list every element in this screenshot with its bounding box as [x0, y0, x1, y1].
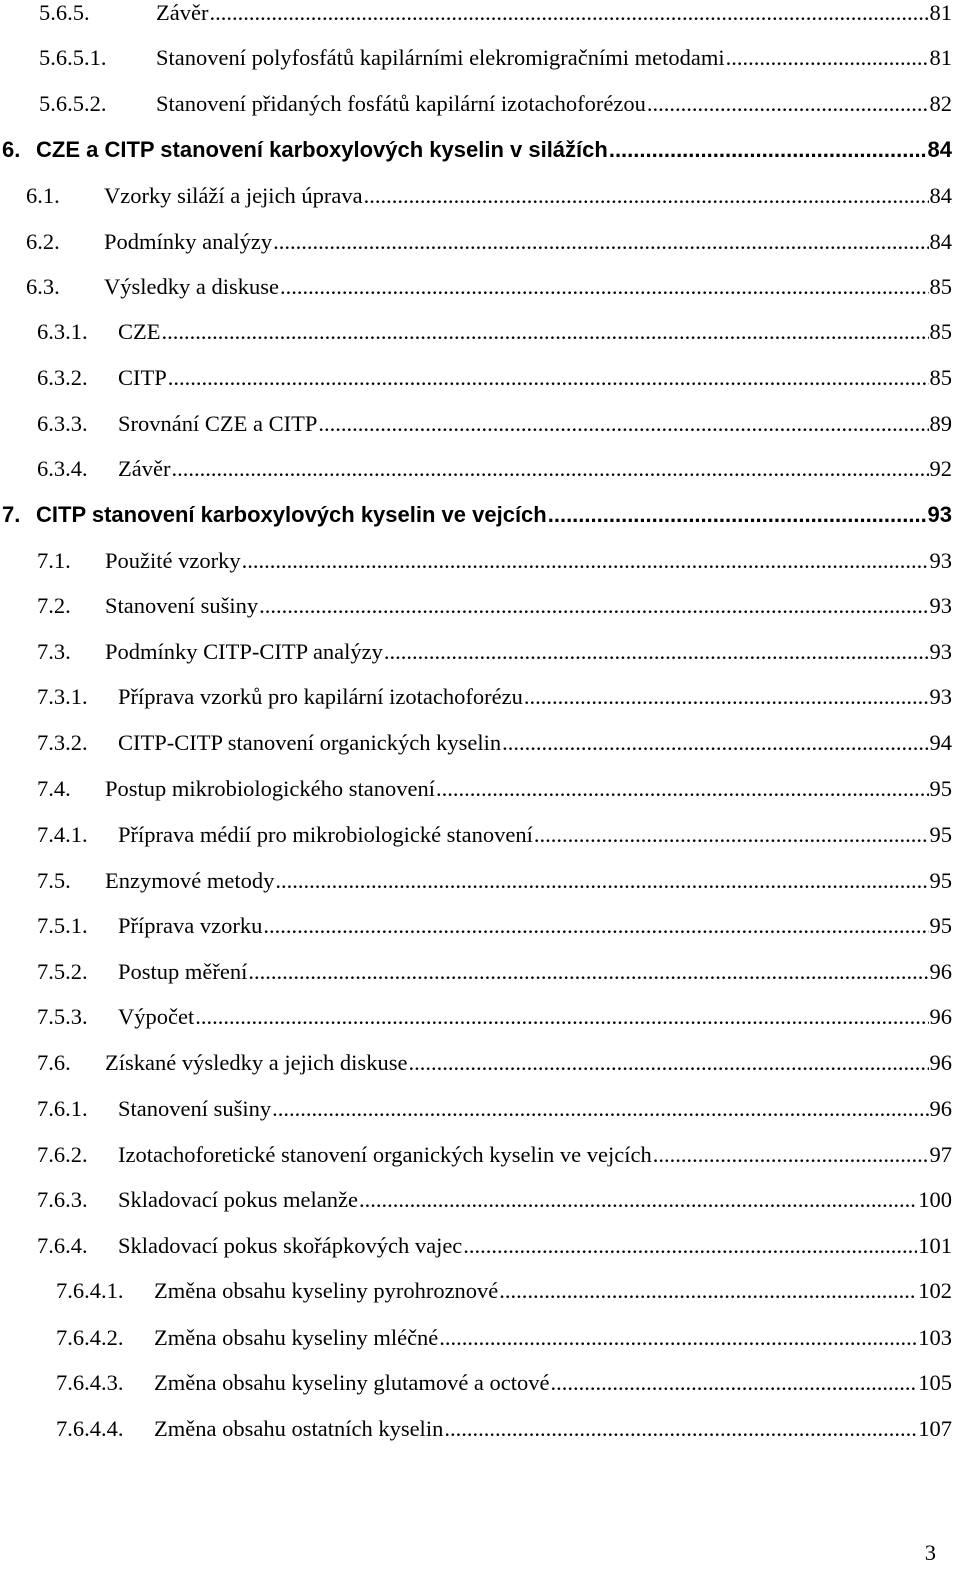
toc-entry-page: 92	[929, 456, 952, 481]
toc-entry-number: 7.5.	[37, 868, 71, 893]
toc-dot-leader	[162, 312, 929, 352]
toc-entry-number: 7.3.2.	[37, 730, 88, 755]
toc-entry-title: Stanovení sušiny	[118, 1096, 272, 1121]
toc-entry-number: 7.2.	[37, 593, 71, 618]
toc-dot-leader	[524, 677, 929, 717]
toc-entry-page: 81	[929, 45, 952, 70]
toc-dot-leader	[551, 1363, 918, 1403]
page-number: 3	[924, 1540, 936, 1565]
toc-entry-number: 7.5.1.	[37, 913, 88, 938]
toc-entry-page: 93	[929, 684, 952, 709]
toc-entry-title: Příprava médií pro mikrobiologické stanovení	[118, 822, 533, 847]
toc-entry[interactable]	[37, 769, 952, 809]
toc-entry-page: 100	[918, 1187, 952, 1212]
toc-entry[interactable]	[37, 358, 952, 398]
toc-dot-leader	[209, 0, 928, 33]
toc-entry-number: 7.6.4.2.	[56, 1325, 124, 1350]
toc-entry-number: 7.6.4.	[37, 1233, 88, 1258]
toc-entry-number: 6.	[2, 137, 21, 162]
toc-dot-leader	[248, 952, 928, 992]
toc-entry-title: Výpočet	[118, 1004, 195, 1029]
toc-dot-leader	[275, 861, 928, 901]
toc-entry[interactable]	[26, 176, 952, 216]
toc-entry[interactable]	[56, 1363, 952, 1403]
toc-entry[interactable]	[37, 861, 952, 901]
toc-entry[interactable]	[2, 130, 952, 170]
toc-entry-title: Podmínky CITP-CITP analýzy	[105, 639, 383, 664]
toc-entry-title: Enzymové metody	[105, 868, 275, 893]
toc-entry-number: 7.4.1.	[37, 822, 88, 847]
toc-entry-number: 7.3.1.	[37, 684, 88, 709]
toc-entry-title: CITP stanovení karboxylových kyselin ve vejcích	[36, 502, 547, 527]
toc-entry-number: 7.6.2.	[37, 1142, 88, 1167]
toc-entry[interactable]	[37, 1180, 952, 1220]
toc-entry-title: Použité vzorky	[105, 548, 241, 573]
toc-entry-page: 84	[927, 137, 952, 162]
toc-entry-title: Vzorky siláží a jejich úprava	[104, 183, 363, 208]
toc-dot-leader	[272, 1089, 928, 1129]
toc-entry[interactable]	[37, 1226, 952, 1266]
toc-dot-leader	[364, 176, 929, 216]
toc-entry-page: 93	[927, 502, 952, 527]
toc-entry-number: 7.6.4.1.	[56, 1278, 124, 1303]
toc-entry[interactable]	[39, 38, 952, 78]
toc-entry[interactable]	[37, 632, 952, 672]
toc-entry[interactable]	[56, 1409, 952, 1449]
toc-entry-page: 93	[929, 593, 952, 618]
toc-entry-page: 96	[929, 1004, 952, 1029]
toc-dot-leader	[171, 449, 928, 489]
toc-entry-page: 84	[929, 183, 952, 208]
toc-entry-title: CITP	[118, 365, 167, 390]
toc-dot-leader	[263, 906, 928, 946]
toc-entry-number: 7.6.4.3.	[56, 1370, 124, 1395]
toc-entry-page: 94	[929, 730, 952, 755]
toc-entry-title: Změna obsahu ostatních kyselin	[154, 1416, 444, 1441]
toc-entry-page: 84	[929, 229, 952, 254]
toc-dot-leader	[280, 267, 929, 307]
toc-dot-leader	[195, 997, 928, 1037]
toc-entry-page: 102	[918, 1278, 952, 1303]
toc-entry-number: 7.4.	[37, 776, 71, 801]
toc-entry-title: Postup měření	[118, 959, 248, 984]
toc-entry[interactable]	[37, 1089, 952, 1129]
toc-entry-number: 6.2.	[26, 229, 60, 254]
toc-entry-title: CZE	[118, 319, 161, 344]
toc-dot-leader	[647, 84, 929, 124]
toc-entry-page: 103	[918, 1325, 952, 1350]
toc-entry-title: Změna obsahu kyseliny glutamové a octové	[154, 1370, 550, 1395]
toc-entry-page: 105	[918, 1370, 952, 1395]
toc-dot-leader	[534, 815, 929, 855]
toc-dot-leader	[408, 1043, 928, 1083]
toc-dot-leader	[444, 1409, 917, 1449]
toc-dot-leader	[463, 1226, 917, 1266]
toc-entry-page: 95	[929, 776, 952, 801]
toc-entry-page: 96	[929, 959, 952, 984]
toc-entry-title: Příprava vzorku	[118, 913, 263, 938]
toc-entry-page: 101	[918, 1233, 952, 1258]
toc-entry-page: 85	[929, 274, 952, 299]
toc-entry[interactable]	[37, 312, 952, 352]
toc-entry-page: 96	[929, 1050, 952, 1075]
toc-entry-number: 6.3.3.	[37, 411, 88, 436]
toc-dot-leader	[273, 222, 928, 262]
toc-entry-number: 7.6.3.	[37, 1187, 88, 1212]
toc-entry-title: Závěr	[156, 0, 209, 25]
toc-entry-title: Změna obsahu kyseliny mléčné	[154, 1325, 439, 1350]
toc-entry-title: Stanovení přidaných fosfátů kapilární izotachoforézou	[156, 91, 646, 116]
toc-entry-number: 5.6.5.	[39, 0, 90, 25]
toc-entry-number: 7.6.4.4.	[56, 1416, 124, 1441]
toc-entry[interactable]	[37, 541, 952, 581]
toc-entry-title: Změna obsahu kyseliny pyrohroznové	[154, 1278, 499, 1303]
toc-dot-leader	[653, 1135, 929, 1175]
toc-entry-number: 7.5.2.	[37, 959, 88, 984]
toc-entry-page: 85	[929, 365, 952, 390]
toc-dot-leader	[726, 38, 929, 78]
toc-entry[interactable]	[37, 1135, 952, 1175]
toc-dot-leader	[436, 769, 929, 809]
toc-dot-leader	[502, 723, 928, 763]
toc-entry-title: CITP-CITP stanovení organických kyselin	[118, 730, 502, 755]
toc-entry-title: Získané výsledky a jejich diskuse	[105, 1050, 408, 1075]
toc-dot-leader	[609, 130, 927, 170]
toc-dot-leader	[384, 632, 929, 672]
toc-entry-number: 7.3.	[37, 639, 71, 664]
toc-entry-page: 97	[929, 1142, 952, 1167]
toc-entry-page: 95	[929, 868, 952, 893]
toc-entry-title: Stanovení polyfosfátů kapilárními elekromigračními metodami	[156, 45, 725, 70]
toc-entry-title: Podmínky analýzy	[104, 229, 273, 254]
toc-entry[interactable]	[37, 677, 952, 717]
toc-dot-leader	[359, 1180, 917, 1220]
toc-entry-title: Skladovací pokus melanže	[118, 1187, 358, 1212]
toc-entry[interactable]	[26, 267, 952, 307]
toc-entry-title: Srovnání CZE a CITP	[118, 411, 318, 436]
toc-entry-number: 6.3.2.	[37, 365, 88, 390]
toc-entry-page: 89	[929, 411, 952, 436]
toc-entry-page: 95	[929, 822, 952, 847]
toc-entry-title: Závěr	[118, 456, 171, 481]
toc-entry-page: 85	[929, 319, 952, 344]
toc-entry-page: 93	[929, 548, 952, 573]
toc-entry-number: 7.6.1.	[37, 1096, 88, 1121]
toc-dot-leader	[318, 404, 928, 444]
toc-dot-leader	[259, 586, 928, 626]
toc-entry[interactable]	[37, 952, 952, 992]
toc-entry-title: Izotachoforetické stanovení organických kyselin ve vejcích	[118, 1142, 652, 1167]
toc-entry-title: Postup mikrobiologického stanovení	[105, 776, 435, 801]
toc-dot-leader	[548, 495, 927, 535]
toc-entry-number: 6.1.	[26, 183, 60, 208]
toc-dot-leader	[168, 358, 929, 398]
toc-entry-number: 7.	[2, 502, 21, 527]
toc-entry[interactable]	[37, 449, 952, 489]
toc-entry[interactable]	[39, 84, 952, 124]
toc-entry-number: 5.6.5.1.	[39, 45, 107, 70]
toc-entry[interactable]	[37, 815, 952, 855]
toc-entry-title: CZE a CITP stanovení karboxylových kyselin v silážích	[36, 137, 608, 162]
toc-entry-number: 7.1.	[37, 548, 71, 573]
toc-dot-leader	[499, 1271, 917, 1311]
toc-entry-number: 6.3.	[26, 274, 60, 299]
toc-entry[interactable]	[37, 586, 952, 626]
toc-entry-number: 7.5.3.	[37, 1004, 88, 1029]
toc-entry[interactable]	[37, 723, 952, 763]
toc-entry[interactable]	[37, 1043, 952, 1083]
toc-entry-page: 95	[929, 913, 952, 938]
toc-entry[interactable]	[56, 1318, 952, 1358]
toc-entry-number: 5.6.5.2.	[39, 91, 107, 116]
toc-entry[interactable]	[39, 0, 952, 33]
toc-entry-page: 81	[929, 0, 952, 25]
toc-entry[interactable]	[37, 906, 952, 946]
toc-entry-page: 107	[918, 1416, 952, 1441]
toc-entry-number: 6.3.1.	[37, 319, 88, 344]
toc-entry[interactable]	[37, 997, 952, 1037]
toc-entry-title: Skladovací pokus skořápkových vajec	[118, 1233, 463, 1258]
toc-entry[interactable]	[26, 222, 952, 262]
toc-dot-leader	[439, 1318, 917, 1358]
toc-entry[interactable]	[2, 495, 952, 535]
toc-entry-title: Příprava vzorků pro kapilární izotachoforézu	[118, 684, 523, 709]
toc-entry-page: 93	[929, 639, 952, 664]
toc-entry-number: 6.3.4.	[37, 456, 88, 481]
toc-entry-page: 82	[929, 91, 952, 116]
toc-dot-leader	[242, 541, 929, 581]
toc-entry-number: 7.6.	[37, 1050, 71, 1075]
toc-entry-title: Stanovení sušiny	[105, 593, 259, 618]
toc-entry-title: Výsledky a diskuse	[104, 274, 279, 299]
toc-entry[interactable]	[37, 404, 952, 444]
toc-entry[interactable]	[56, 1271, 952, 1311]
toc-entry-page: 96	[929, 1096, 952, 1121]
